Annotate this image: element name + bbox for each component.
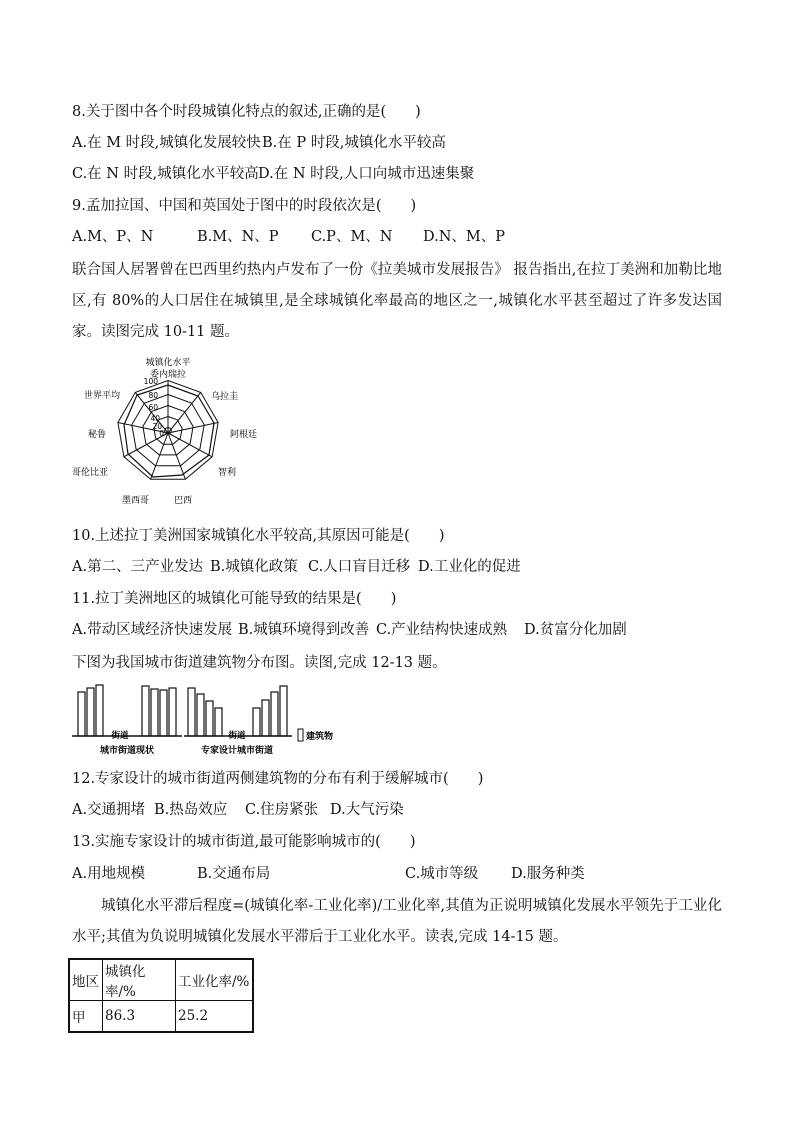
q11-option-b: B.城镇环境得到改善 [238,622,370,638]
q9-option-c: C.P、M、N [311,229,393,245]
intro-paragraph-latin-america: 联合国人居署曾在巴西里约热内卢发布了一份《拉美城市发展报告》 报告指出,在拉丁美洲和加勒比地区,有 80%的人口居住在城镇里,是全球城镇化率最高的地区之一,城镇化水平甚至超过了许多发达国家。读图完成 10-11 题。 [72,262,722,340]
table-row [69,1001,253,1033]
radar-label-argentina: 阿根廷 [230,430,258,440]
q12-stem: 12.专家设计的城市街道两侧建筑物的分布有利于缓解城市( ) [72,771,484,787]
q9-option-a: A.M、P、N [72,229,154,245]
radar-label-mexico: 墨西哥 [122,496,150,506]
urbanization-radar-chart [72,355,258,513]
radar-label-uruguay: 乌拉圭 [211,392,239,402]
q10-option-d: D.工业化的促进 [418,559,521,575]
q11-option-d: D.贫富分化加剧 [524,622,627,638]
q8-option-c: C.在 N 时段,城镇化水平较高 [72,166,259,182]
radar-tick-0: 0 [159,429,164,438]
radar-label-chile: 智利 [218,468,237,478]
q12-option-d: D.大气污染 [330,802,404,818]
radar-tick-60: 60 [148,403,158,412]
radar-rings [118,381,218,480]
q10-option-c: C.人口盲目迁移 [308,559,411,575]
table-cell: 甲 [69,1001,103,1033]
table-header-cell: 城镇化率/% [103,959,176,1001]
radar-label-peru: 秘鲁 [88,430,107,440]
designed-street-buildings [188,686,287,736]
table-cell: 25.2 [176,1001,254,1033]
q10-option-a: A.第二、三产业发达 [72,559,204,575]
current-street-buildings [78,685,176,736]
table-cell: 86.3 [103,1001,176,1033]
legend-building-icon [298,729,303,741]
radar-title: 城镇化水平 [145,358,191,368]
q13-option-b: B.交通布局 [197,866,271,882]
radar-tick-40: 40 [150,414,160,423]
table-header-cell: 工业化率/% [176,959,254,1001]
q8-option-b: B.在 P 时段,城镇化水平较高 [262,135,446,151]
radar-tick-100: 100 [143,377,158,386]
table-header-row [69,959,253,1001]
legend-building-label: 建筑物 [306,732,334,742]
q13-option-d: D.服务种类 [511,866,585,882]
q8-stem: 8.关于图中各个时段城镇化特点的叙述,正确的是( ) [72,104,421,120]
q10-stem: 10.上述拉丁美洲国家城镇化水平较高,其原因可能是( ) [72,528,445,544]
urbanization-table [68,958,254,1033]
caption-designed-street: 专家设计城市街道 [200,746,274,756]
radar-label-world-average: 世界平均 [84,391,121,401]
q12-option-c: C.住房紧张 [245,802,319,818]
street-label-current: 街道 [111,731,129,741]
q11-option-c: C.产业结构快速成熟 [376,622,508,638]
radar-label-venezuela: 委内瑞拉 [149,370,187,380]
radar-tick-80: 80 [148,391,158,400]
q12-option-b: B.热岛效应 [154,802,228,818]
q13-option-c: C.城市等级 [405,866,479,882]
radar-label-brazil: 巴西 [174,496,193,506]
q13-stem: 13.实施专家设计的城市街道,最可能影响城市的( ) [72,834,416,850]
q11-stem: 11.拉丁美洲地区的城镇化可能导致的结果是( ) [72,591,397,607]
q8-option-a: A.在 M 时段,城镇化发展较快 [72,135,261,151]
table-header-cell: 地区 [69,959,103,1001]
street-buildings-figure [72,678,352,758]
q8-option-d: D.在 N 时段,人口向城市迅速集聚 [258,166,475,182]
intro-street-figure: 下图为我国城市街道建筑物分布图。读图,完成 12-13 题。 [72,655,447,671]
q10-option-b: B.城镇化政策 [210,559,298,575]
q9-option-b: B.M、N、P [197,229,279,245]
q12-option-a: A.交通拥堵 [72,802,146,818]
radar-label-colombia: 哥伦比亚 [72,468,109,478]
caption-current-street: 城市街道现状 [99,746,155,756]
intro-lag-definition: 城镇化水平滞后程度=(城镇化率-工业化率)/工业化率,其值为正说明城镇化发展水平领先于工业化水平;其值为负说明城镇化发展水平滞后于工业化水平。读表,完成 14-15 题。 [72,898,722,945]
radar-tick-20: 20 [152,422,162,431]
q11-option-a: A.带动区域经济快速发展 [72,622,233,638]
q9-option-d: D.N、M、P [423,229,506,245]
street-label-designed: 街道 [228,731,246,741]
q9-stem: 9.孟加拉国、中国和英国处于图中的时段依次是( ) [72,198,417,214]
q13-option-a: A.用地规模 [72,866,146,882]
